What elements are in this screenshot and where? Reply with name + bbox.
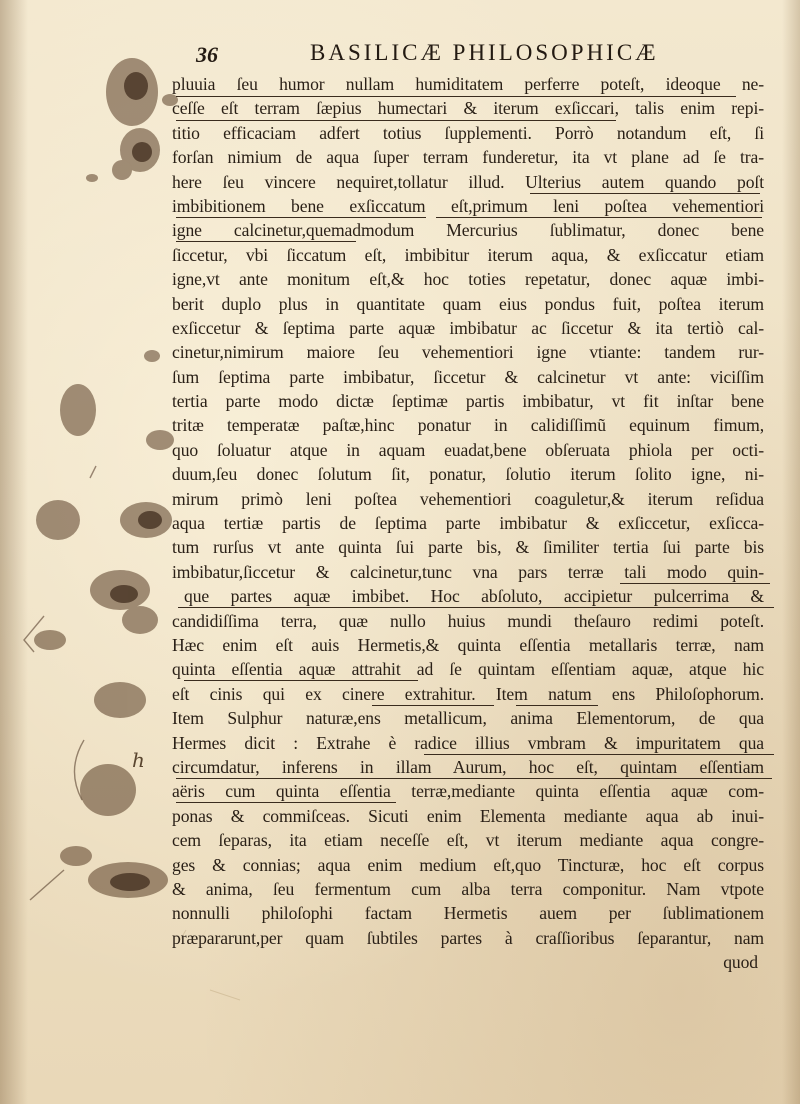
page-number: 36 [196,42,218,67]
ink-underline [620,583,770,584]
text-line: imbibatur,ſiccetur & calcinetur,tunc vna pars terræ tali modo quin- [172,561,764,582]
text-line: quo ſoluatur atque in aquam euadat,bene obſeruata phiola per octi- [172,439,764,460]
text-line: forſan nimium de aqua ſuper terram funderetur, ita vt plane ad ſe tra- [172,147,764,168]
text-line: eſt cinis qui ex cinere extrahitur. Item natum ens Philoſophorum. [172,683,764,704]
text-line: ceſſe eſt terram ſæpius humectari & iterum exſiccari, talis enim repi- [172,98,764,119]
ink-underline [176,96,736,97]
ink-underline [372,705,494,706]
text-line: berit duplo plus in quantitate quam eius pondus fuit, poſtea iterum [172,293,764,314]
text-line: Item Sulphur naturæ,ens metallicum, anima Elementorum, de qua [172,708,764,729]
text-line: duum,ſeu donec ſolutum ſit, ponatur, ſolutio iterum ſolito igne, ni- [172,464,764,485]
running-head: BASILICÆ PHILOSOPHICÆ [310,40,659,65]
marginal-note: h [132,748,145,772]
ink-underline [436,217,762,218]
ink-underline [184,680,418,681]
text-line: cem ſeparas, ita etiam neceſſe eſt, vt iterum mediante aqua congre- [172,830,764,851]
text-line: tertia parte modo dictæ ſeptimæ partis imbibatur, vt fit inſtar bene [172,391,764,412]
text-line: ges & connias; aqua enim medium eſt,quo Tincturæ, hoc eſt corpus [172,854,764,875]
text-line: here ſeu vincere nequiret,tollatur illud. Ulterius autem quando poſt [172,171,764,192]
text-line: ſiccetur, vbi ſiccatum eſt, imbibitur iterum aqua, & exſiccatur etiam [172,244,764,265]
text-line: tritæ temperatæ paſtæ,hinc ponatur in calidiſſimũ equinum fimum, [172,415,764,436]
text-line: aëris cum quinta eſſentia terræ,mediante quinta eſſentia aquæ com- [172,781,764,802]
text-line: pluuia ſeu humor nullam humiditatem perferre poteſt, ideoque ne- [172,74,764,94]
text-line: tum rurſus vt ante quinta ſui parte bis, & ſimiliter tertia ſui parte bis [172,537,764,558]
text-line: ſum ſeptima parte imbibatur, ſiccetur & calcinetur vt ante: viciſſim [172,366,764,387]
text-line: exſiccetur & ſeptima parte aquæ imbibatur ac ſiccetur & ita tertiò cal- [172,317,764,338]
text-line: titio efficaciam adfert totius ſupplementi. Porrò notandum eſt, ſi [172,122,764,143]
ink-underline [530,193,760,194]
ink-underline [424,754,774,755]
text-line: Hæc enim eſt auis Hermetis,& quinta eſſentia metallaris terræ, nam [172,634,764,655]
text-line: aqua tertiæ partis de ſeptima parte imbibatur & exſiccetur, exſicca- [172,513,764,534]
text-line: candidiſſima terra, quæ nullo huius mundi theſauro redimi poteſt. [172,610,764,631]
text-line: igne,vt ante monitum eſt,& hoc toties repetatur, donec aquæ imbi- [172,269,764,290]
body-text [172,72,772,1072]
ink-underline [176,802,396,803]
text-line: igne calcinetur,quemadmodum Mercurius ſublimatur, donec bene [172,220,764,241]
ink-underline [178,607,774,608]
text-line: & anima, ſeu fermentum cum alba terra componitur. Nam vtpote [172,878,764,899]
text-line: cinetur,nimirum maiore ſeu vehementiori igne vtiante: tandem rur- [172,342,764,363]
ink-underline [176,217,426,218]
text-line: imbibitionem bene exſiccatum eſt,primum leni poſtea vehementiori [172,195,764,216]
ink-underline [176,120,616,121]
text-line: quinta eſſentia aquæ attrahit ad ſe quintam eſſentiam aquæ, atque hic [172,659,764,680]
text-line: præpararunt,per quam ſubtiles partes à craſſioribus ſeparantur, nam [172,927,764,948]
text-line: mirum primò leni poſtea vehementiori coaguletur,& iterum reſidua [172,488,764,509]
catchword: quod [723,952,758,973]
ink-underline [176,778,772,779]
text-line: circumdatur, inferens in illam Aurum, hoc eſt, quintam eſſentiam [172,756,764,777]
text-line: nonnulli philoſophi factam Hermetis auem per ſublimationem [172,903,764,924]
ink-underline [516,705,598,706]
page-header [196,40,676,72]
ink-underline [176,241,356,242]
text-line: que partes aquæ imbibet. Hoc abſoluto, accipietur pulcerrima & [184,586,764,607]
text-line: Hermes dicit : Extrahe è radice illius vmbram & impuritatem qua [172,732,764,753]
text-line: ponas & commiſceas. Sicuti enim Elementa mediante aqua ab inui- [172,805,764,826]
